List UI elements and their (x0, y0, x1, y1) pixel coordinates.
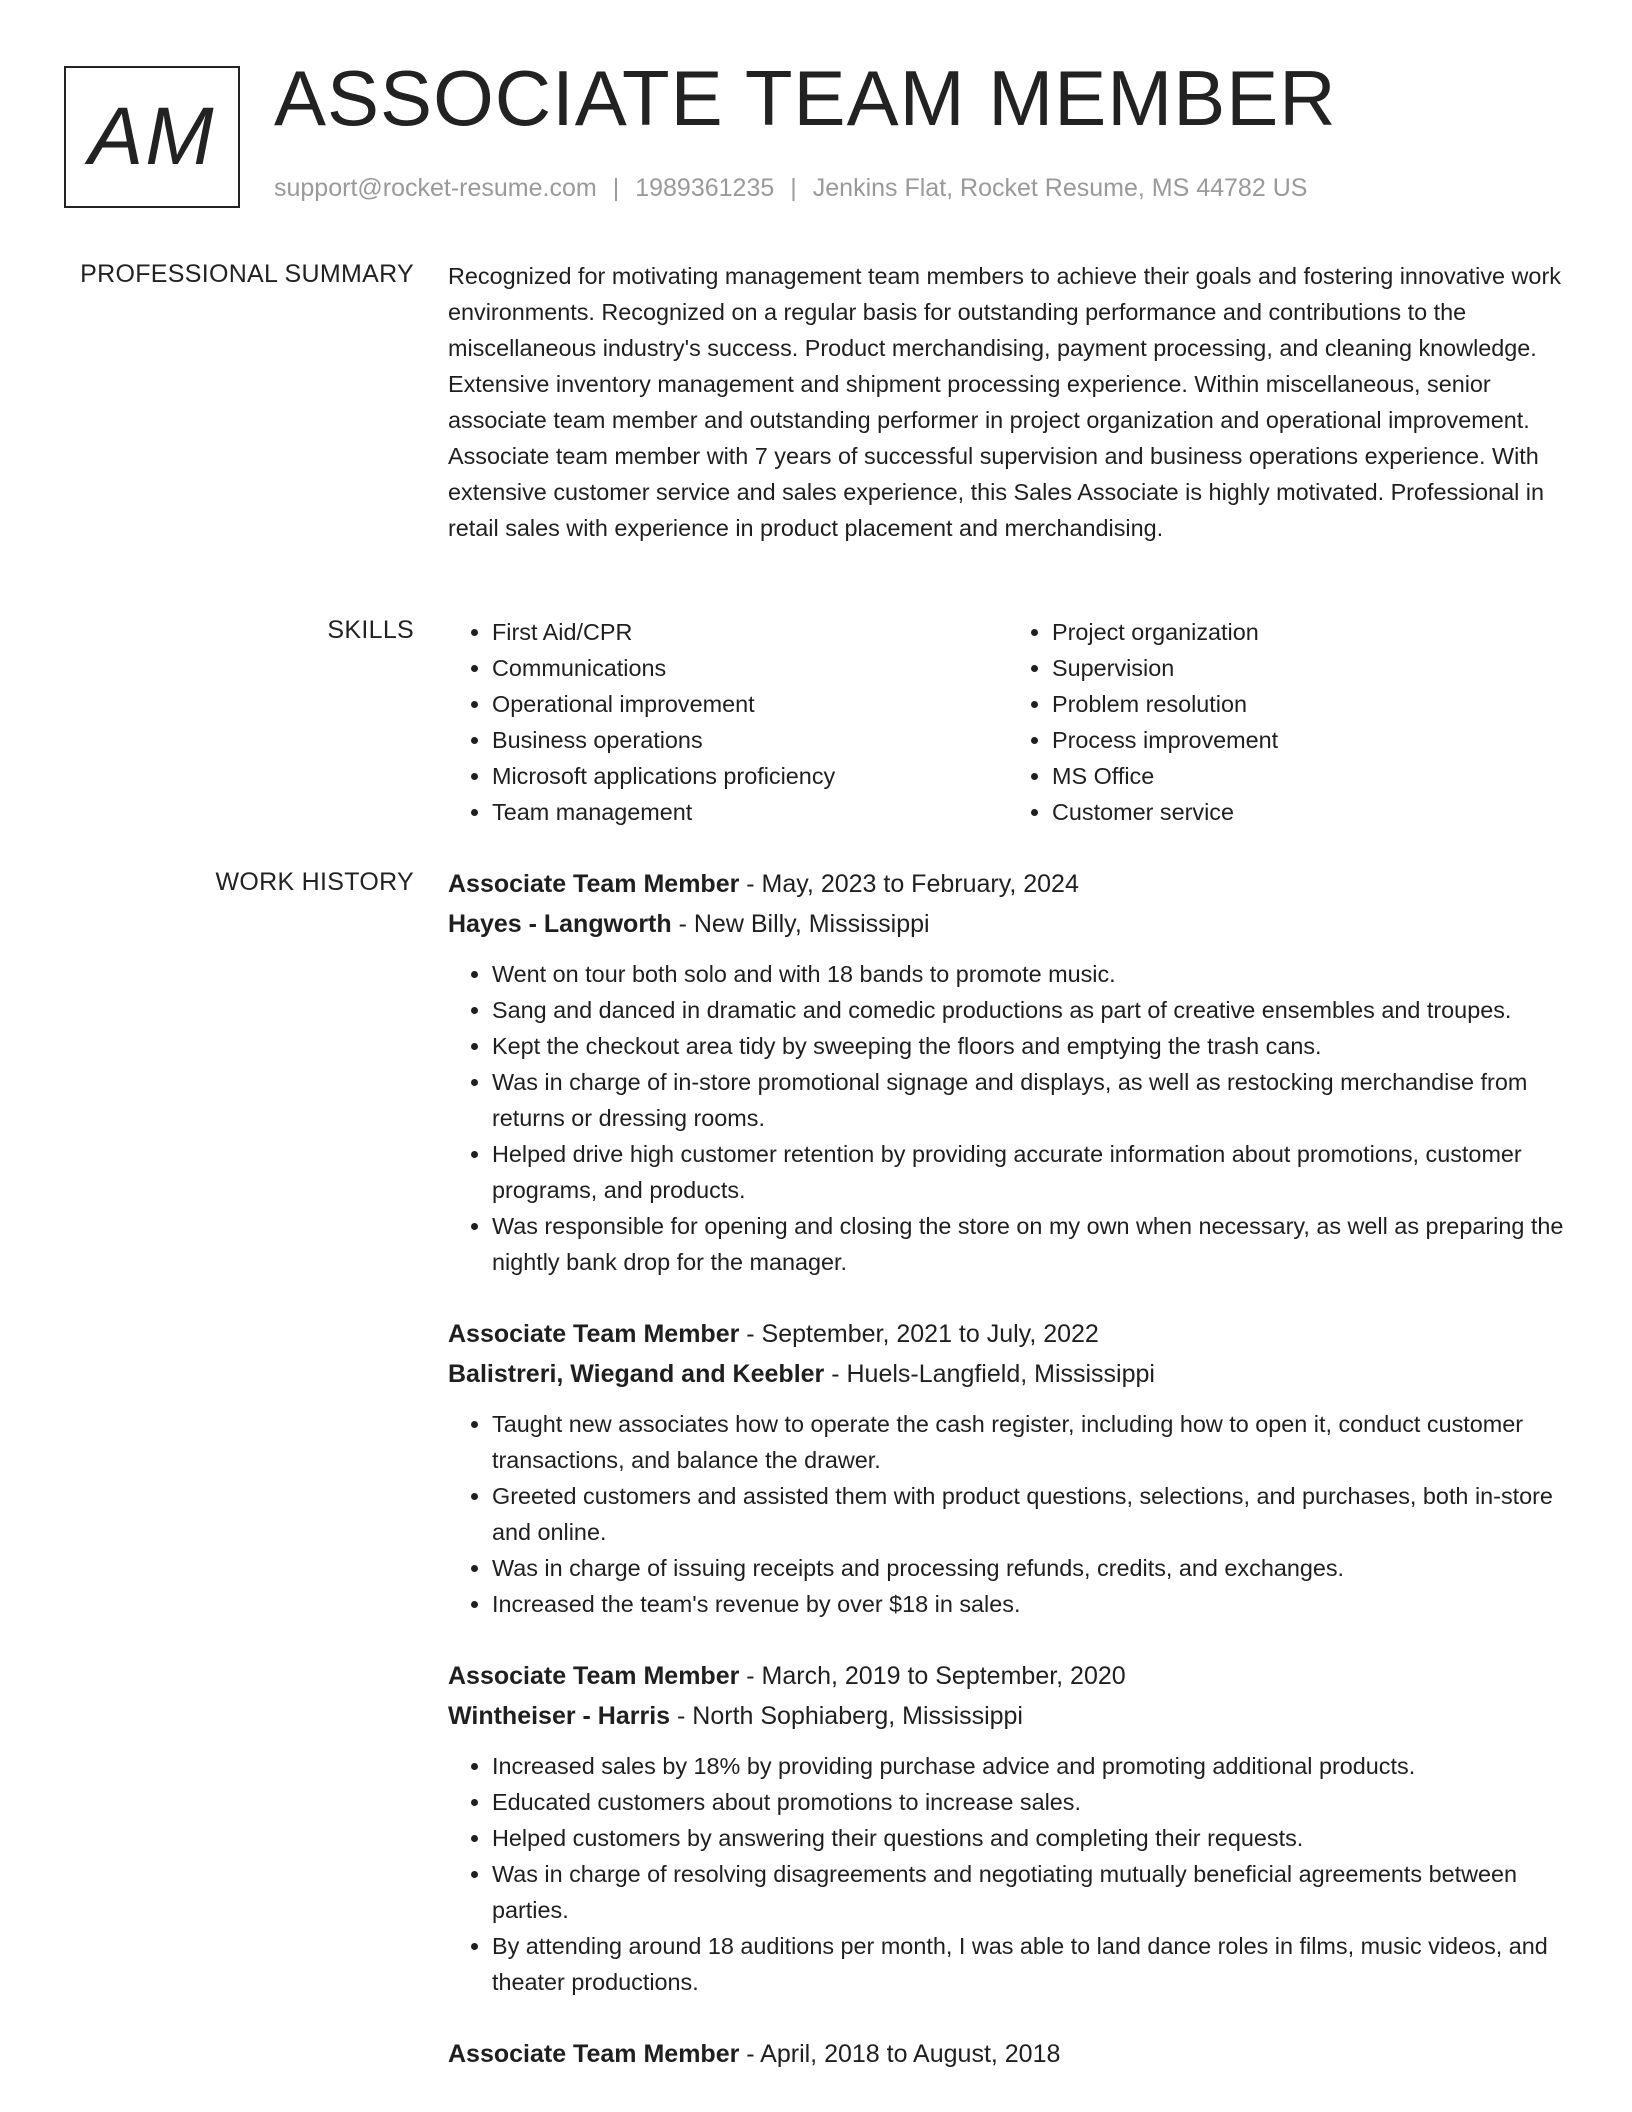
work-history-heading: WORK HISTORY (215, 868, 414, 896)
job-bullet: • Helped customers by answering their questions and completing their requests. (492, 1820, 1568, 1856)
job-bullet: • Went on tour both solo and with 18 bands to promote music. (492, 956, 1568, 992)
job-location: - North Sophiaberg, Mississippi (677, 1702, 1023, 1730)
job-bullet: • Was in charge of resolving disagreements and negotiating mutually beneficial agreements between parties. (492, 1856, 1568, 1928)
job-company-line (448, 1696, 1568, 1736)
job-bullet: • Taught new associates how to operate the cash register, including how to open it, conduct customer transactions, and balance the drawer. (492, 1406, 1568, 1478)
job-dates: - March, 2019 to September, 2020 (746, 1662, 1126, 1690)
skill-item: • Microsoft applications proficiency (492, 758, 1008, 794)
contact-line (274, 174, 1307, 203)
job-dates: - September, 2021 to July, 2022 (746, 1320, 1099, 1348)
job-entry (448, 1656, 1568, 2000)
skills-body (448, 614, 1568, 830)
summary-text: Recognized for motivating management team members to achieve their goals and fostering innovative work environments. Recognized on a regular basis for outstanding performance and contributions to the miscellaneous industry's success. Product merchandising, payment processing, and cleaning knowledge. Extensive inventory management and shipment processing experience. Within miscellaneous, senior associate team member and outstanding performer in project organization and operational improvement. Associate team member with 7 years of successful supervision and business operations experience. With extensive customer service and sales experience, this Sales Associate is highly motivated. Professional in retail sales with experience in product placement and merchandising. (448, 263, 1561, 541)
job-title-line (448, 864, 1568, 904)
contact-email[interactable]: support@rocket-resume.com (274, 174, 597, 202)
job-bullet: • Increased sales by 18% by providing purchase advice and promoting additional products. (492, 1748, 1568, 1784)
job-bullet: • Greeted customers and assisted them with product questions, selections, and purchases, both in-store and online. (492, 1478, 1568, 1550)
job-company: Hayes - Langworth (448, 910, 672, 938)
job-title: Associate Team Member (448, 870, 740, 898)
contact-phone[interactable]: 1989361235 (635, 174, 775, 202)
skill-item: • Customer service (1052, 794, 1568, 830)
job-title-line (448, 2034, 1568, 2074)
job-bullets (448, 1748, 1568, 2000)
skills-heading: SKILLS (327, 616, 414, 644)
contact-separator: | (612, 174, 620, 202)
summary-heading: PROFESSIONAL SUMMARY (80, 260, 414, 288)
skills-list-left (448, 614, 1008, 830)
job-title: Associate Team Member (448, 1320, 740, 1348)
job-dates: - April, 2018 to August, 2018 (746, 2040, 1061, 2068)
job-company: Balistreri, Wiegand and Keebler (448, 1360, 825, 1388)
skill-item: • Supervision (1052, 650, 1568, 686)
skill-item: • Team management (492, 794, 1008, 830)
contact-address: Jenkins Flat, Rocket Resume, MS 44782 US (812, 174, 1308, 202)
job-bullet: • Educated customers about promotions to increase sales. (492, 1784, 1568, 1820)
skill-item: • First Aid/CPR (492, 614, 1008, 650)
skill-item: • Problem resolution (1052, 686, 1568, 722)
job-bullet: • Kept the checkout area tidy by sweeping the floors and emptying the trash cans. (492, 1028, 1568, 1064)
job-title-line (448, 1314, 1568, 1354)
skill-item: • Communications (492, 650, 1008, 686)
job-company-line (448, 904, 1568, 944)
job-bullet: • Increased the team's revenue by over $18 in sales. (492, 1586, 1568, 1622)
job-location: - New Billy, Mississippi (678, 910, 930, 938)
job-bullet: • Sang and danced in dramatic and comedic productions as part of creative ensembles and troupes. (492, 992, 1568, 1028)
job-bullet: • By attending around 18 auditions per month, I was able to land dance roles in films, music videos, and theater productions. (492, 1928, 1568, 2000)
job-bullets (448, 1406, 1568, 1622)
job-entry (448, 2034, 1568, 2074)
job-bullet: • Was responsible for opening and closing the store on my own when necessary, as well as preparing the nightly bank drop for the manager. (492, 1208, 1568, 1280)
contact-separator: | (790, 174, 797, 202)
job-entry (448, 1314, 1568, 1622)
job-title-line (448, 1656, 1568, 1696)
skill-item: • Process improvement (1052, 722, 1568, 758)
job-dates: - May, 2023 to February, 2024 (746, 870, 1079, 898)
resume-title: ASSOCIATE TEAM MEMBER (274, 54, 1337, 142)
skill-item: • MS Office (1052, 758, 1568, 794)
summary-body (448, 258, 1568, 546)
job-location: - Huels-Langfield, Mississippi (831, 1360, 1155, 1388)
job-company-line (448, 1354, 1568, 1394)
job-title: Associate Team Member (448, 2040, 740, 2068)
skills-list-right (1008, 614, 1568, 830)
skill-item: • Business operations (492, 722, 1008, 758)
skill-item: • Project organization (1052, 614, 1568, 650)
work-history-body (448, 864, 1568, 2108)
job-bullet: • Was in charge of issuing receipts and processing refunds, credits, and exchanges. (492, 1550, 1568, 1586)
job-bullet: • Helped drive high customer retention by providing accurate information about promotions, customer programs, and products. (492, 1136, 1568, 1208)
job-bullets (448, 956, 1568, 1280)
skill-item: • Operational improvement (492, 686, 1008, 722)
job-bullet: • Was in charge of in-store promotional signage and displays, as well as restocking merchandise from returns or dressing rooms. (492, 1064, 1568, 1136)
job-company: Wintheiser - Harris (448, 1702, 671, 1730)
monogram-logo: AM (64, 66, 240, 208)
job-title: Associate Team Member (448, 1662, 740, 1690)
job-entry (448, 864, 1568, 1280)
